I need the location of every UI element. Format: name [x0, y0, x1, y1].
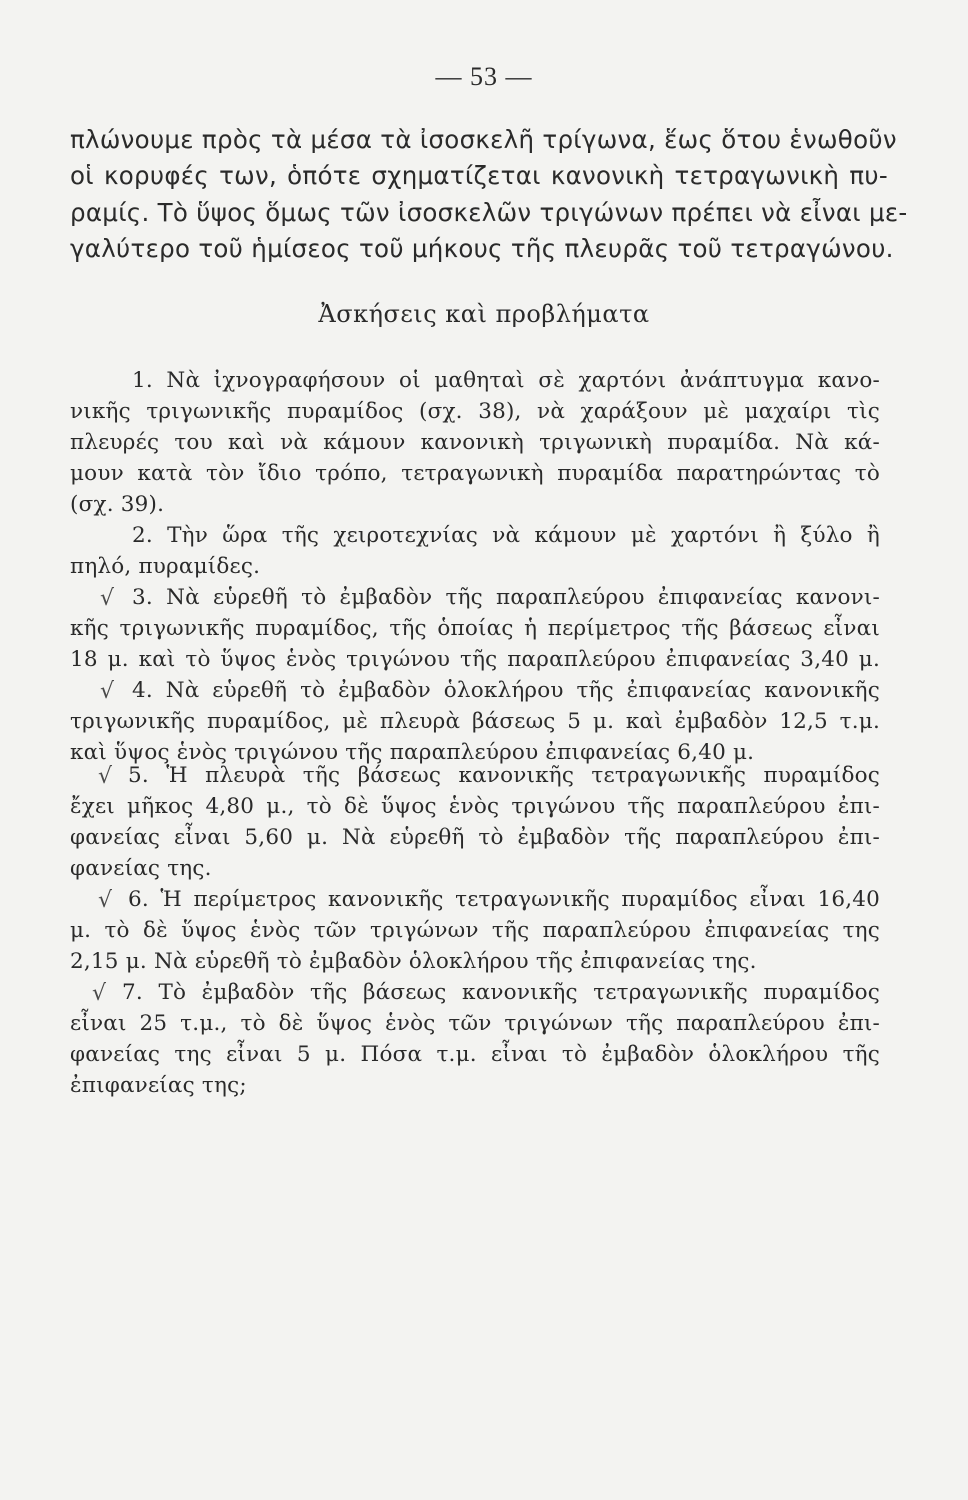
- section-heading: Ἀσκήσεις καὶ προβλήματα: [318, 300, 650, 328]
- exercise-1-line: πλευρές του καὶ νὰ κάμουν κανονικὴ τριγωνικὴ πυραμίδα. Νὰ κά-: [70, 430, 880, 455]
- exercise-1-line: (σχ. 39).: [70, 492, 165, 517]
- check-mark-icon: √: [98, 764, 113, 789]
- exercise-7-line: 7. Τὸ ἐμβαδὸν τῆς βάσεως κανονικῆς τετραγωνικῆς πυραμίδος: [122, 980, 880, 1005]
- intro-line: ραμίς. Τὸ ὕψος ὅμως τῶν ἰσοσκελῶν τριγώνων πρέπει νὰ εἶναι με-: [70, 198, 908, 227]
- exercise-4-line: τριγωνικῆς πυραμίδος, μὲ πλευρὰ βάσεως 5 μ. καὶ ἐμβαδὸν 12,5 τ.μ.: [70, 709, 880, 734]
- intro-line: οἱ κορυφές των, ὁπότε σχηματίζεται κανονικὴ τετραγωνικὴ πυ-: [70, 161, 888, 190]
- exercise-1-line: νικῆς τριγωνικῆς πυραμίδος (σχ. 38), νὰ χαράξουν μὲ μαχαίρι τὶς: [70, 399, 880, 424]
- exercise-7-line: εἶναι 25 τ.μ., τὸ δὲ ὕψος ἑνὸς τῶν τριγώνων τῆς παραπλεύρου ἐπι-: [70, 1011, 880, 1036]
- exercise-1-line: 1. Νὰ ἰχνογραφήσουν οἱ μαθηταὶ σὲ χαρτόνι ἀνάπτυγμα κανο-: [132, 368, 880, 393]
- exercise-5-line: φανείας εἶναι 5,60 μ. Νὰ εὑρεθῆ τὸ ἐμβαδὸν τῆς παραπλεύρου ἐπι-: [70, 825, 880, 850]
- exercise-1-line: μουν κατὰ τὸν ἴδιο τρόπο, τετραγωνικὴ πυραμίδα παρατηρώντας τὸ: [70, 461, 880, 486]
- exercise-5-line: 5. Ἡ πλευρὰ τῆς βάσεως κανονικῆς τετραγωνικῆς πυραμίδος: [128, 763, 880, 788]
- exercise-5-line: ἔχει μῆκος 4,80 μ., τὸ δὲ ὕψος ἑνὸς τριγώνου τῆς παραπλεύρου ἐπι-: [70, 794, 880, 819]
- exercise-6-line: 6. Ἡ περίμετρος κανονικῆς τετραγωνικῆς πυραμίδος εἶναι 16,40: [128, 887, 880, 912]
- exercise-3-line: κῆς τριγωνικῆς πυραμίδος, τῆς ὁποίας ἡ περίμετρος τῆς βάσεως εἶναι: [70, 616, 880, 641]
- check-mark-icon: √: [92, 981, 107, 1006]
- page-number: — 53 —: [435, 62, 533, 91]
- exercise-6-line: μ. τὸ δὲ ὕψος ἑνὸς τῶν τριγώνων τῆς παραπλεύρου ἐπιφανείας της: [70, 918, 880, 943]
- exercise-3-line: 18 μ. καὶ τὸ ὕψος ἑνὸς τριγώνου τῆς παραπλεύρου ἐπιφανείας 3,40 μ.: [70, 647, 880, 672]
- exercise-7-line: φανείας της εἶναι 5 μ. Πόσα τ.μ. εἶναι τὸ ἐμβαδὸν ὁλοκλήρου τῆς: [70, 1042, 880, 1067]
- exercise-2-line: πηλό, πυραμίδες.: [70, 554, 261, 579]
- intro-line: πλώνουμε πρὸς τὰ μέσα τὰ ἰσοσκελῆ τρίγωνα, ἕως ὅτου ἑνωθοῦν: [70, 125, 897, 154]
- exercise-7-line: ἐπιφανείας της;: [70, 1073, 247, 1098]
- exercise-5-line: φανείας της.: [70, 856, 212, 881]
- exercise-2-line: 2. Τὴν ὥρα τῆς χειροτεχνίας νὰ κάμουν μὲ χαρτόνι ἢ ξύλο ἢ: [132, 523, 880, 548]
- exercise-4-line: 4. Νὰ εὑρεθῆ τὸ ἐμβαδὸν ὁλοκλήρου τῆς ἐπιφανείας κανονικῆς: [132, 678, 880, 703]
- check-mark-icon: √: [100, 679, 115, 704]
- check-mark-icon: √: [98, 888, 113, 913]
- exercise-4-line: καὶ ὕψος ἑνὸς τριγώνου τῆς παραπλεύρου ἐπιφανείας 6,40 μ.: [70, 740, 755, 765]
- exercise-3-line: 3. Νὰ εὑρεθῆ τὸ ἐμβαδὸν τῆς παραπλεύρου ἐπιφανείας κανονι-: [132, 585, 880, 610]
- check-mark-icon: √: [100, 586, 115, 611]
- exercise-6-line: 2,15 μ. Νὰ εὑρεθῆ τὸ ἐμβαδὸν ὁλοκλήρου τῆς ἐπιφανείας της.: [70, 949, 757, 974]
- intro-line: γαλύτερο τοῦ ἡμίσεος τοῦ μήκους τῆς πλευρᾶς τοῦ τετραγώνου.: [70, 234, 894, 263]
